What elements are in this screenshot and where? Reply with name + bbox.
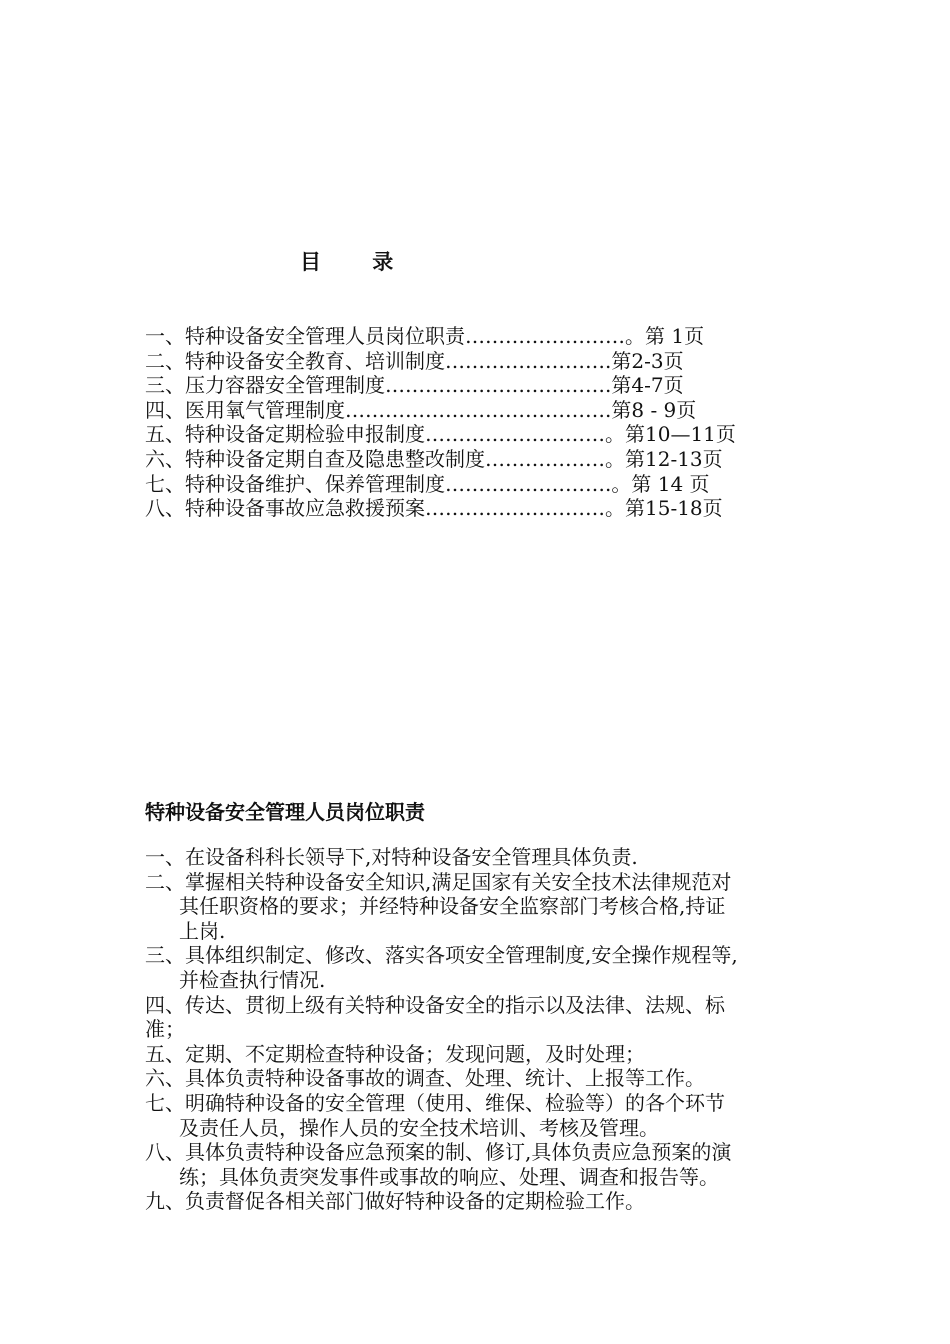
- section-title: 特种设备安全管理人员岗位职责: [145, 800, 425, 824]
- duty-item: [145, 1066, 825, 1091]
- toc-entry: 二、特种设备安全教育、培训制度…………………….第2-3页: [145, 348, 684, 373]
- duty-item: [145, 870, 825, 944]
- duty-item: [145, 943, 825, 992]
- toc-entry: 八、特种设备事故应急救援预案………………………。第15-18页: [145, 496, 723, 521]
- duty-list: [145, 845, 825, 1214]
- duty-line: 六、具体负责特种设备事故的调查、处理、统计、上报等工作。: [145, 1066, 705, 1091]
- duty-line: 一、在设备科科长领导下,对特种设备安全管理具体负责.: [145, 845, 638, 869]
- toc-entry: 六、特种设备定期自查及隐患整改制度………………。第12-13页: [145, 446, 723, 471]
- duty-item: [145, 993, 825, 1042]
- toc-entry: 一、特种设备安全管理人员岗位职责……………………。第 1页: [145, 324, 705, 348]
- duty-item: [145, 845, 825, 870]
- toc-title: 目 录: [300, 249, 416, 274]
- duty-line: 九、负责督促各相关部门做好特种设备的定期检验工作。: [145, 1189, 645, 1214]
- duty-line: 四、传达、贯彻上级有关特种设备安全的指示以及法律、法规、标: [145, 992, 725, 1017]
- duty-line: 七、明确特种设备的安全管理（使用、维保、检验等）的各个环节: [145, 1090, 725, 1115]
- duty-line: 二、掌握相关特种设备安全知识,满足国家有关安全技术法律规范对: [145, 869, 732, 894]
- duty-line: 三、具体组织制定、修改、落实各项安全管理制度,安全操作规程等,: [145, 943, 738, 968]
- duty-line: 及责任人员，操作人员的安全技术培训、考核及管理。: [179, 1115, 659, 1140]
- duty-line: 五、定期、不定期检查特种设备；发现问题，及时处理；: [145, 1041, 645, 1066]
- toc-entry: 五、特种设备定期检验申报制度………………………。第10—11页: [145, 422, 736, 447]
- duty-line: 上岗.: [179, 918, 226, 943]
- toc-entry: 三、压力容器安全管理制度…………………………….第4-7页: [145, 373, 684, 398]
- duty-line: 其任职资格的要求；并经特种设备安全监察部门考核合格,持证: [179, 894, 726, 919]
- toc-entry: 七、特种设备维护、保养管理制度…………………….。第 14 页: [145, 471, 710, 496]
- duty-line: 八、具体负责特种设备应急预案的制、修订,具体负责应急预案的演: [145, 1140, 732, 1165]
- duty-line: 准；: [145, 1017, 185, 1042]
- table-of-contents: [145, 324, 845, 521]
- toc-entry: 四、医用氧气管理制度………………………………….第8 - 9页: [145, 397, 697, 422]
- duty-line: 并检查执行情况.: [179, 967, 326, 992]
- duty-item: [145, 1042, 825, 1067]
- duty-item: [145, 1140, 825, 1189]
- duty-item: [145, 1091, 825, 1140]
- duty-item: [145, 1189, 825, 1214]
- duty-line: 练；具体负责突发事件或事故的响应、处理、调查和报告等。: [179, 1164, 719, 1189]
